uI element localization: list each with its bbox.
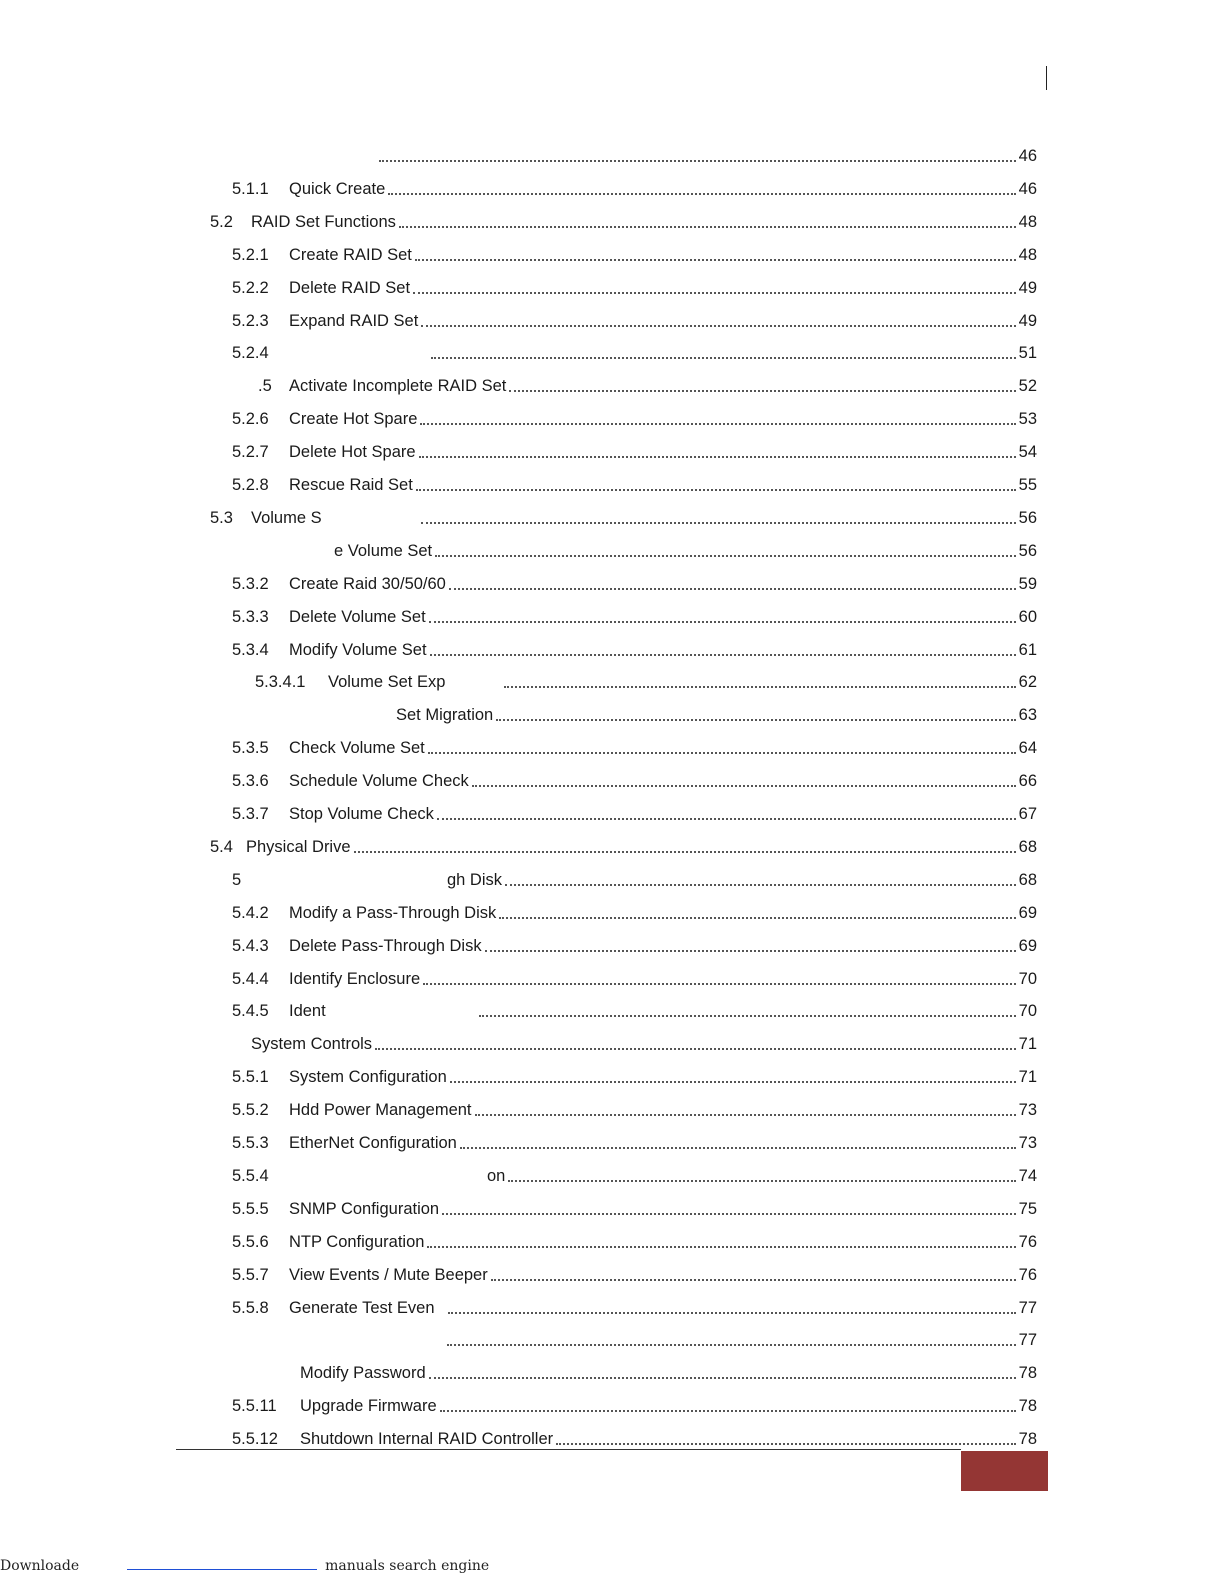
toc-entry[interactable]	[232, 436, 1037, 462]
toc-leader-dots	[504, 686, 1015, 688]
toc-leader-dots	[435, 555, 1015, 557]
toc-entry-title: Activate Incomplete RAID Set	[289, 377, 507, 396]
toc-entry[interactable]	[255, 666, 1037, 692]
toc-entry[interactable]	[232, 765, 1037, 791]
toc-entry[interactable]	[232, 963, 1037, 989]
toc-leader-dots	[375, 1048, 1016, 1050]
toc-entry-title: Identify Enclosure	[289, 969, 421, 988]
toc-entry[interactable]	[232, 239, 1037, 265]
toc-entry-number: 5.4	[210, 837, 233, 856]
toc-entry-title: Upgrade Firmware	[300, 1397, 437, 1416]
toc-entry-page: 46	[1018, 147, 1037, 165]
footer-divider	[176, 1449, 961, 1450]
toc-entry-number: 5.2.6	[232, 410, 269, 429]
toc-leader-dots	[413, 292, 1016, 294]
toc-entry-number: 5.5.1	[232, 1068, 269, 1087]
toc-entry-number: 5.4.4	[232, 969, 269, 988]
toc-entry-page: 76	[1018, 1232, 1037, 1251]
toc-entry-number: 5.5.2	[232, 1101, 269, 1120]
toc-entry[interactable]	[210, 535, 1037, 561]
toc-leader-dots	[379, 160, 1016, 162]
download-suffix: manuals search engine	[325, 1558, 490, 1574]
toc-entry-page: 55	[1018, 476, 1037, 494]
toc-entry-number: 5.3.4	[232, 640, 269, 659]
toc-entry-number: 5.2.7	[232, 443, 269, 462]
toc-entry[interactable]	[232, 1226, 1037, 1252]
toc-entry-number: 5.5.6	[232, 1232, 269, 1251]
toc-entry-page: 70	[1018, 1002, 1037, 1021]
toc-leader-dots	[419, 456, 1016, 458]
toc-entry-title: EtherNet Configuration	[289, 1134, 457, 1152]
toc-entry-page: 73	[1018, 1101, 1037, 1120]
toc-entry[interactable]	[210, 1028, 1037, 1054]
toc-entry-page: 60	[1018, 607, 1037, 626]
toc-entry-page: 74	[1018, 1166, 1037, 1185]
toc-leader-dots	[388, 193, 1015, 195]
toc-entry-number: 5.2.1	[232, 245, 269, 264]
toc-entry[interactable]	[232, 1390, 1037, 1416]
toc-entry[interactable]	[258, 370, 1037, 396]
toc-entry-number: 5.3.4.1	[255, 673, 306, 692]
toc-entry-title: Rescue Raid Set	[289, 476, 413, 494]
toc-entry[interactable]	[232, 732, 1037, 758]
toc-leader-dots	[420, 423, 1015, 425]
toc-entry-page: 61	[1018, 640, 1037, 659]
toc-entry[interactable]	[232, 1193, 1037, 1219]
toc-entry-number: 5.5.12	[232, 1430, 278, 1449]
toc-leader-dots	[440, 1410, 1016, 1412]
toc-entry-page: 51	[1018, 344, 1037, 363]
toc-entry-page: 46	[1018, 179, 1037, 198]
toc-entry-page: 71	[1018, 1035, 1037, 1054]
toc-entry-title: Delete Pass-Through Disk	[289, 936, 482, 955]
toc-entry[interactable]	[210, 140, 1037, 166]
toc-entry[interactable]	[232, 173, 1037, 199]
toc-entry[interactable]	[210, 831, 1037, 857]
toc-leader-dots	[475, 1114, 1016, 1116]
toc-entry-page: 56	[1018, 508, 1037, 527]
toc-entry-page: 63	[1018, 706, 1037, 725]
toc-entry-title: Ident	[289, 1002, 326, 1021]
toc-leader-dots	[556, 1443, 1016, 1445]
toc-entry-title: Stop Volume Check	[289, 805, 434, 823]
toc-leader-dots	[450, 1081, 1016, 1083]
toc-entry-page: 76	[1018, 1265, 1037, 1284]
toc-entry-title: Schedule Volume Check	[289, 772, 469, 791]
toc-entry-title: Quick Create	[289, 179, 386, 198]
toc-entry-page: 48	[1018, 212, 1037, 231]
toc-entry[interactable]	[232, 601, 1037, 627]
toc-leader-dots	[479, 1015, 1016, 1017]
toc-entry-page: 68	[1018, 837, 1037, 856]
toc-entry[interactable]	[232, 864, 1037, 890]
toc-leader-dots	[447, 1344, 1016, 1346]
toc-entry-page: 56	[1018, 541, 1037, 560]
toc-leader-dots	[508, 1180, 1015, 1182]
toc-leader-dots	[449, 588, 1016, 590]
toc-leader-dots	[354, 851, 1016, 853]
toc-entry-title: Create Hot Spare	[289, 410, 418, 429]
toc-leader-dots	[491, 1279, 1016, 1281]
toc-leader-dots	[427, 1246, 1015, 1248]
toc-leader-dots	[421, 325, 1015, 327]
toc-entry-number: 5.3.6	[232, 772, 269, 791]
toc-entry-title: on	[487, 1166, 506, 1185]
toc-leader-dots	[496, 719, 1015, 721]
toc-entry-number: 5.5.8	[232, 1298, 269, 1317]
toc-leader-dots	[431, 357, 1016, 359]
toc-entry-page: 69	[1018, 936, 1037, 955]
page-number-tab	[961, 1451, 1048, 1491]
toc-entry-number: 5.5.3	[232, 1134, 269, 1152]
toc-entry[interactable]	[232, 930, 1037, 956]
toc-entry-page: 77	[1018, 1298, 1037, 1317]
toc-entry-title: Volume S	[251, 508, 322, 527]
toc-entry[interactable]	[232, 568, 1037, 594]
toc-leader-dots	[437, 818, 1016, 820]
toc-entry-title: Physical Drive	[246, 837, 351, 856]
toc-entry[interactable]	[232, 272, 1037, 298]
toc-entry-number: 5.5.4	[232, 1166, 269, 1185]
toc-entry[interactable]	[210, 699, 1037, 725]
toc-leader-dots	[472, 785, 1016, 787]
toc-entry-page: 54	[1018, 443, 1037, 462]
toc-entry-page: 53	[1018, 410, 1037, 429]
toc-leader-dots	[505, 884, 1016, 886]
toc-leader-dots	[442, 1213, 1016, 1215]
toc-leader-dots	[428, 752, 1016, 754]
download-link[interactable]	[127, 1557, 317, 1570]
toc-entry-page: 49	[1018, 278, 1037, 297]
toc-entry-number: 5.5.7	[232, 1265, 269, 1284]
toc-entry-number: 5.2.4	[232, 344, 269, 363]
toc-entry-number: 5.3.5	[232, 739, 269, 758]
toc-entry-page: 78	[1018, 1397, 1037, 1416]
toc-entry[interactable]	[232, 469, 1037, 495]
toc-leader-dots	[416, 489, 1016, 491]
toc-entry-number: 5.2	[210, 212, 233, 231]
toc-entry[interactable]	[232, 337, 1037, 363]
toc-entry-number: 5.3.7	[232, 805, 269, 823]
toc-entry-title: Set Migration	[396, 706, 494, 725]
download-footer	[0, 1557, 489, 1579]
toc-entry-number: 5.3.2	[232, 574, 269, 593]
toc-entry-page: 75	[1018, 1199, 1037, 1218]
toc-entry-title: gh Disk	[447, 870, 503, 889]
toc-entry-title: Delete RAID Set	[289, 278, 411, 297]
toc-leader-dots	[448, 1312, 1016, 1314]
toc-entry-title: Hdd Power Management	[289, 1101, 472, 1120]
toc-entry-page: 64	[1018, 739, 1037, 758]
toc-leader-dots	[415, 259, 1016, 261]
download-prefix: Downloade	[0, 1558, 80, 1574]
toc-entry-number: 5.5.5	[232, 1199, 269, 1218]
toc-entry-page: 68	[1018, 870, 1037, 889]
toc-entry-page: 48	[1018, 245, 1037, 264]
toc-entry-number: 5.1.1	[232, 179, 269, 198]
toc-entry-number: 5.4.3	[232, 936, 269, 955]
toc-entry-title: NTP Configuration	[289, 1232, 425, 1251]
toc-entry[interactable]	[232, 1324, 1037, 1350]
toc-entry-page: 78	[1018, 1430, 1037, 1449]
toc-entry-page: 77	[1018, 1331, 1037, 1350]
toc-entry-number: 5.3.3	[232, 607, 269, 626]
toc-entry-number: .5	[258, 377, 272, 396]
toc-entry[interactable]	[232, 1357, 1037, 1383]
toc-entry-title: RAID Set Functions	[251, 212, 396, 231]
toc-leader-dots	[421, 522, 1016, 524]
toc-entry-title: Generate Test Even	[289, 1298, 435, 1317]
toc-entry-number: 5.4.2	[232, 903, 269, 922]
toc-entry-title: e Volume Set	[334, 541, 433, 560]
toc-entry-number: 5.2.8	[232, 476, 269, 494]
toc-entry[interactable]	[232, 995, 1037, 1021]
toc-leader-dots	[485, 950, 1016, 952]
toc-entry-title: Modify Password	[300, 1364, 426, 1383]
toc-entry-number: 5.5.11	[232, 1397, 277, 1416]
toc-leader-dots	[423, 983, 1015, 985]
toc-leader-dots	[429, 1377, 1016, 1379]
toc-entry[interactable]	[210, 206, 1037, 232]
toc-entry[interactable]	[232, 305, 1037, 331]
toc-entry-number: 5.2.3	[232, 311, 269, 330]
toc-entry[interactable]	[232, 798, 1037, 824]
toc-entry-number: 5	[232, 870, 242, 889]
toc-entry-title: System Configuration	[289, 1068, 447, 1087]
toc-leader-dots	[499, 917, 1015, 919]
toc-entry-page: 71	[1018, 1068, 1037, 1087]
toc-entry-page: 52	[1018, 377, 1037, 396]
toc-entry[interactable]	[232, 1259, 1037, 1285]
toc-entry-title: Shutdown Internal RAID Controller	[300, 1430, 554, 1449]
toc-entry-number: 5.4.5	[232, 1002, 269, 1021]
toc-leader-dots	[430, 654, 1016, 656]
toc-entry[interactable]	[232, 1127, 1037, 1153]
toc-entry-page: 67	[1018, 805, 1037, 823]
toc-entry[interactable]	[232, 897, 1037, 923]
toc-entry-title: Create RAID Set	[289, 245, 412, 264]
toc-entry-title: Create Raid 30/50/60	[289, 574, 446, 593]
toc-leader-dots	[509, 390, 1015, 392]
toc-entry-page: 59	[1018, 574, 1037, 593]
toc-entry[interactable]	[210, 502, 1037, 528]
toc-entry-title: Expand RAID Set	[289, 311, 419, 330]
toc-entry[interactable]	[232, 1094, 1037, 1120]
toc-entry-page: 66	[1018, 772, 1037, 791]
toc-entry-page: 70	[1018, 969, 1037, 988]
toc-entry[interactable]	[232, 1160, 1037, 1186]
toc-entry-page: 49	[1018, 311, 1037, 330]
toc-entry-title: Delete Volume Set	[289, 607, 426, 626]
toc-entry-title: View Events / Mute Beeper	[289, 1265, 488, 1284]
toc-entry-page: 73	[1018, 1134, 1037, 1152]
toc-entry-page: 78	[1018, 1364, 1037, 1383]
toc-entry-title: Modify a Pass-Through Disk	[289, 903, 497, 922]
toc-entry-title: System Controls	[251, 1035, 373, 1054]
toc-leader-dots	[399, 226, 1016, 228]
toc-entry-title: Volume Set Exp	[328, 673, 446, 692]
toc-leader-dots	[429, 621, 1016, 623]
toc-entry[interactable]	[232, 634, 1037, 660]
toc-entry-page: 69	[1018, 903, 1037, 922]
header-divider	[1046, 66, 1047, 90]
toc-entry[interactable]	[232, 403, 1037, 429]
toc-entry-number: 5.2.2	[232, 278, 269, 297]
toc-entry-number: 5.3	[210, 508, 233, 527]
toc-entry-title: Check Volume Set	[289, 739, 425, 758]
toc-entry[interactable]	[232, 1292, 1037, 1318]
toc-entry-page: 62	[1018, 673, 1037, 692]
toc-entry-title: Delete Hot Spare	[289, 443, 416, 462]
toc-entry[interactable]	[232, 1423, 1037, 1449]
toc-leader-dots	[460, 1147, 1016, 1149]
toc-entry-title: Modify Volume Set	[289, 640, 427, 659]
toc-entry-title: SNMP Configuration	[289, 1199, 440, 1218]
toc-entry[interactable]	[232, 1061, 1037, 1087]
